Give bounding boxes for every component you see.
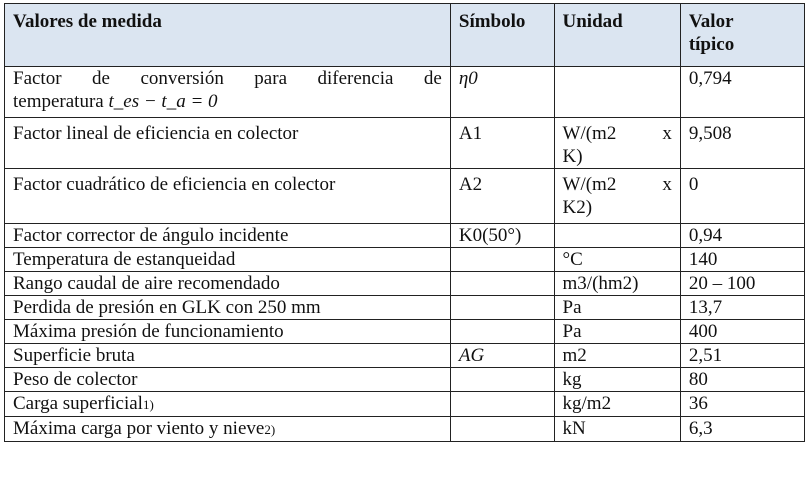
table-row xyxy=(5,272,805,296)
symbol-cell: A1 xyxy=(450,118,554,169)
unit-cell: °C xyxy=(554,248,680,272)
symbol-cell xyxy=(450,248,554,272)
unit-cell xyxy=(554,169,680,224)
formula-text: t_es − t_a = 0 xyxy=(108,91,218,112)
symbol-cell xyxy=(450,272,554,296)
measure-text: Carga superficial xyxy=(13,393,143,414)
measure-text-line2 xyxy=(13,90,442,113)
header-symbol: Símbolo xyxy=(450,4,554,67)
footnote-marker: 2) xyxy=(264,422,276,437)
unit-cell: Pa xyxy=(554,320,680,344)
measure-cell: Rango caudal de aire recomendado xyxy=(5,272,451,296)
measure-cell: Factor cuadrático de eficiencia en colector xyxy=(5,169,451,224)
symbol-cell xyxy=(450,417,554,442)
table-row xyxy=(5,320,805,344)
table-row xyxy=(5,169,805,224)
table-row xyxy=(5,417,805,442)
unit-separator: x xyxy=(662,174,672,195)
unit-cell xyxy=(554,118,680,169)
table-row xyxy=(5,67,805,118)
measure-cell: Factor lineal de eficiencia en colector xyxy=(5,118,451,169)
value-cell: 6,3 xyxy=(680,417,804,442)
symbol-cell xyxy=(450,67,554,118)
unit-line1 xyxy=(563,122,672,145)
measure-cell xyxy=(5,67,451,118)
measure-text-line1: Factor de conversión para diferencia de xyxy=(13,68,442,89)
measure-text: Máxima carga por viento y nieve xyxy=(13,418,265,439)
unit-cell xyxy=(554,224,680,248)
symbol-cell xyxy=(450,320,554,344)
measure-cell xyxy=(5,392,451,417)
header-measure: Valores de medida xyxy=(5,4,451,67)
measure-cell: Superficie bruta xyxy=(5,344,451,368)
symbol-text: AG xyxy=(458,345,485,366)
unit-cell: m2 xyxy=(554,344,680,368)
value-cell: 20 – 100 xyxy=(680,272,804,296)
value-cell: 0,94 xyxy=(680,224,804,248)
measure-cell: Peso de colector xyxy=(5,368,451,392)
footnote-marker: 1) xyxy=(142,397,154,412)
value-cell: 36 xyxy=(680,392,804,417)
specifications-table xyxy=(4,3,805,442)
value-cell: 9,508 xyxy=(680,118,804,169)
unit-cell: m3/(hm2) xyxy=(554,272,680,296)
value-cell: 400 xyxy=(680,320,804,344)
symbol-text: η0 xyxy=(458,68,478,89)
unit-cell: kg xyxy=(554,368,680,392)
table-row xyxy=(5,392,805,417)
symbol-cell xyxy=(450,296,554,320)
unit-text: W/(m2 xyxy=(562,174,617,195)
measure-text-part: temperatura xyxy=(13,91,104,112)
header-typical-line2: típico xyxy=(688,34,735,55)
measure-cell: Factor corrector de ángulo incidente xyxy=(5,224,451,248)
unit-cell xyxy=(554,67,680,118)
unit-separator: x xyxy=(662,123,672,144)
measure-cell: Máxima presión de funcionamiento xyxy=(5,320,451,344)
value-cell: 140 xyxy=(680,248,804,272)
symbol-cell: A2 xyxy=(450,169,554,224)
table-row xyxy=(5,296,805,320)
value-cell: 0,794 xyxy=(680,67,804,118)
value-cell: 0 xyxy=(680,169,804,224)
unit-cell: kN xyxy=(554,417,680,442)
value-cell: 80 xyxy=(680,368,804,392)
unit-cell: kg/m2 xyxy=(554,392,680,417)
unit-line1 xyxy=(563,173,672,196)
unit-cell: Pa xyxy=(554,296,680,320)
header-typical-value xyxy=(680,4,804,67)
header-typical-line1: Valor xyxy=(688,11,734,32)
value-cell: 13,7 xyxy=(680,296,804,320)
table-row xyxy=(5,344,805,368)
unit-line2: K) xyxy=(562,146,583,167)
table-row xyxy=(5,368,805,392)
table-header-row xyxy=(5,4,805,67)
header-unit: Unidad xyxy=(554,4,680,67)
measure-cell: Perdida de presión en GLK con 250 mm xyxy=(5,296,451,320)
table-row xyxy=(5,118,805,169)
value-cell: 2,51 xyxy=(680,344,804,368)
measure-cell xyxy=(5,417,451,442)
symbol-cell xyxy=(450,344,554,368)
table-row xyxy=(5,248,805,272)
symbol-cell: K0(50°) xyxy=(450,224,554,248)
measure-cell: Temperatura de estanqueidad xyxy=(5,248,451,272)
table-row xyxy=(5,224,805,248)
symbol-cell xyxy=(450,392,554,417)
symbol-cell xyxy=(450,368,554,392)
unit-line2: K2) xyxy=(562,197,593,218)
unit-text: W/(m2 xyxy=(562,123,617,144)
